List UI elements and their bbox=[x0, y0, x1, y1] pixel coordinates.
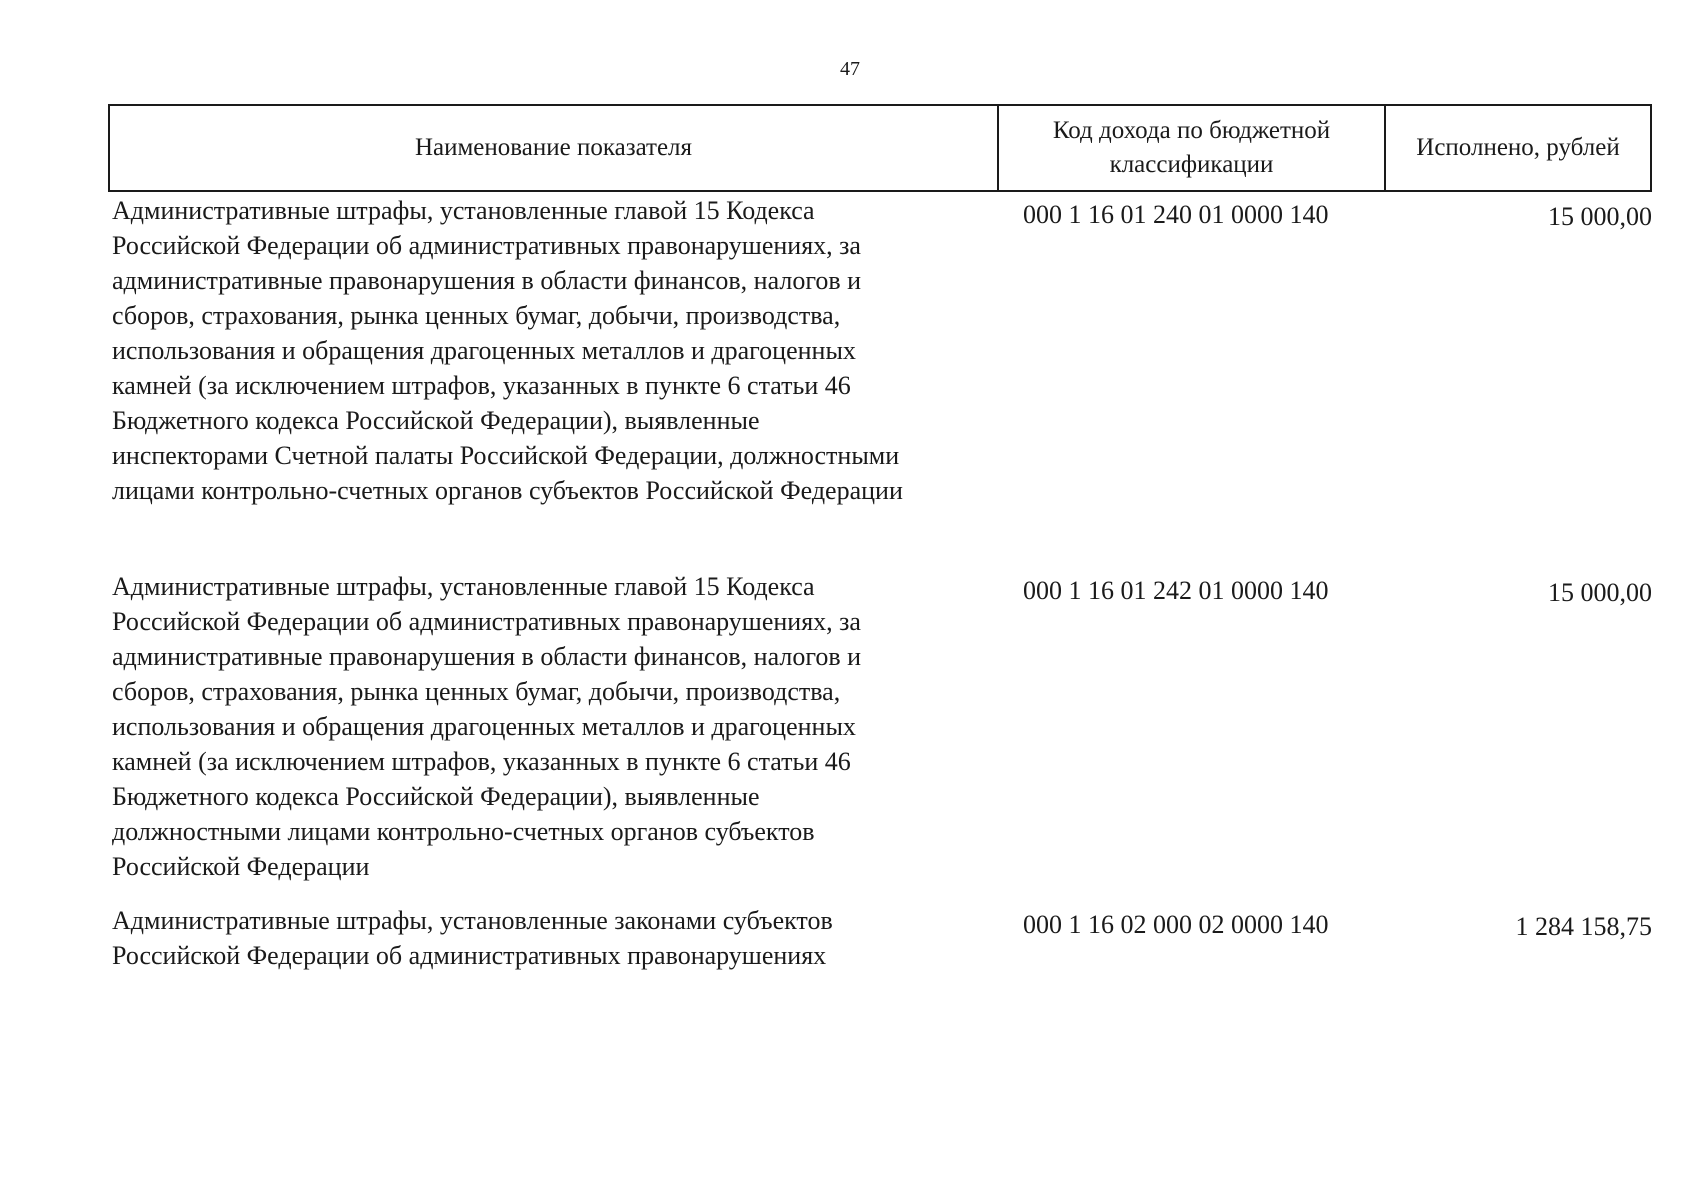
row-sum: 1 284 158,75 bbox=[1515, 912, 1652, 941]
row-name-line: административные правонарушения в области финансов, налогов и bbox=[112, 642, 862, 671]
row-code: 000 1 16 02 000 02 0000 140 bbox=[1023, 910, 1329, 939]
row-name-line: сборов, страхования, рынка ценных бумаг, добычи, производства, bbox=[112, 301, 841, 330]
row-name-line: инспекторами Счетной палаты Российской Федерации, должностными bbox=[112, 441, 900, 470]
row-sum: 15 000,00 bbox=[1548, 202, 1652, 231]
row-code: 000 1 16 01 240 01 0000 140 bbox=[1023, 200, 1329, 229]
page-number: 47 bbox=[840, 58, 860, 80]
row-name-line: лицами контрольно-счетных органов субъектов Российской Федерации bbox=[112, 476, 903, 505]
header-name: Наименование показателя bbox=[110, 106, 999, 190]
table-header bbox=[108, 104, 1652, 192]
row-name-line: Административные штрафы, установленные главой 15 Кодекса bbox=[112, 572, 815, 601]
row-name bbox=[112, 193, 1002, 508]
row-sum: 15 000,00 bbox=[1548, 578, 1652, 607]
row-name-line: использования и обращения драгоценных металлов и драгоценных bbox=[112, 336, 856, 365]
header-code: Код дохода по бюджетной классификации bbox=[999, 106, 1386, 190]
row-name bbox=[112, 569, 1002, 884]
row-name-line: должностными лицами контрольно-счетных органов субъектов bbox=[112, 817, 815, 846]
row-name-line: Российской Федерации об административных правонарушениях bbox=[112, 941, 827, 970]
row-code: 000 1 16 01 242 01 0000 140 bbox=[1023, 576, 1329, 605]
row-name-line: Административные штрафы, установленные главой 15 Кодекса bbox=[112, 196, 815, 225]
row-name bbox=[112, 903, 1002, 973]
row-name-line: Российской Федерации об административных правонарушениях, за bbox=[112, 607, 861, 636]
row-name-line: Российской Федерации об административных правонарушениях, за bbox=[112, 231, 861, 260]
row-name-line: Административные штрафы, установленные законами субъектов bbox=[112, 906, 833, 935]
row-name-line: сборов, страхования, рынка ценных бумаг, добычи, производства, bbox=[112, 677, 841, 706]
row-name-line: камней (за исключением штрафов, указанных в пункте 6 статьи 46 bbox=[112, 371, 851, 400]
header-sum: Исполнено, рублей bbox=[1416, 134, 1620, 161]
row-name-line: Бюджетного кодекса Российской Федерации), выявленные bbox=[112, 782, 760, 811]
row-name-line: камней (за исключением штрафов, указанных в пункте 6 статьи 46 bbox=[112, 747, 851, 776]
row-name-line: Бюджетного кодекса Российской Федерации), выявленные bbox=[112, 406, 760, 435]
row-name-line: Российской Федерации bbox=[112, 852, 370, 881]
row-name-line: административные правонарушения в области финансов, налогов и bbox=[112, 266, 862, 295]
row-name-line: использования и обращения драгоценных металлов и драгоценных bbox=[112, 712, 856, 741]
